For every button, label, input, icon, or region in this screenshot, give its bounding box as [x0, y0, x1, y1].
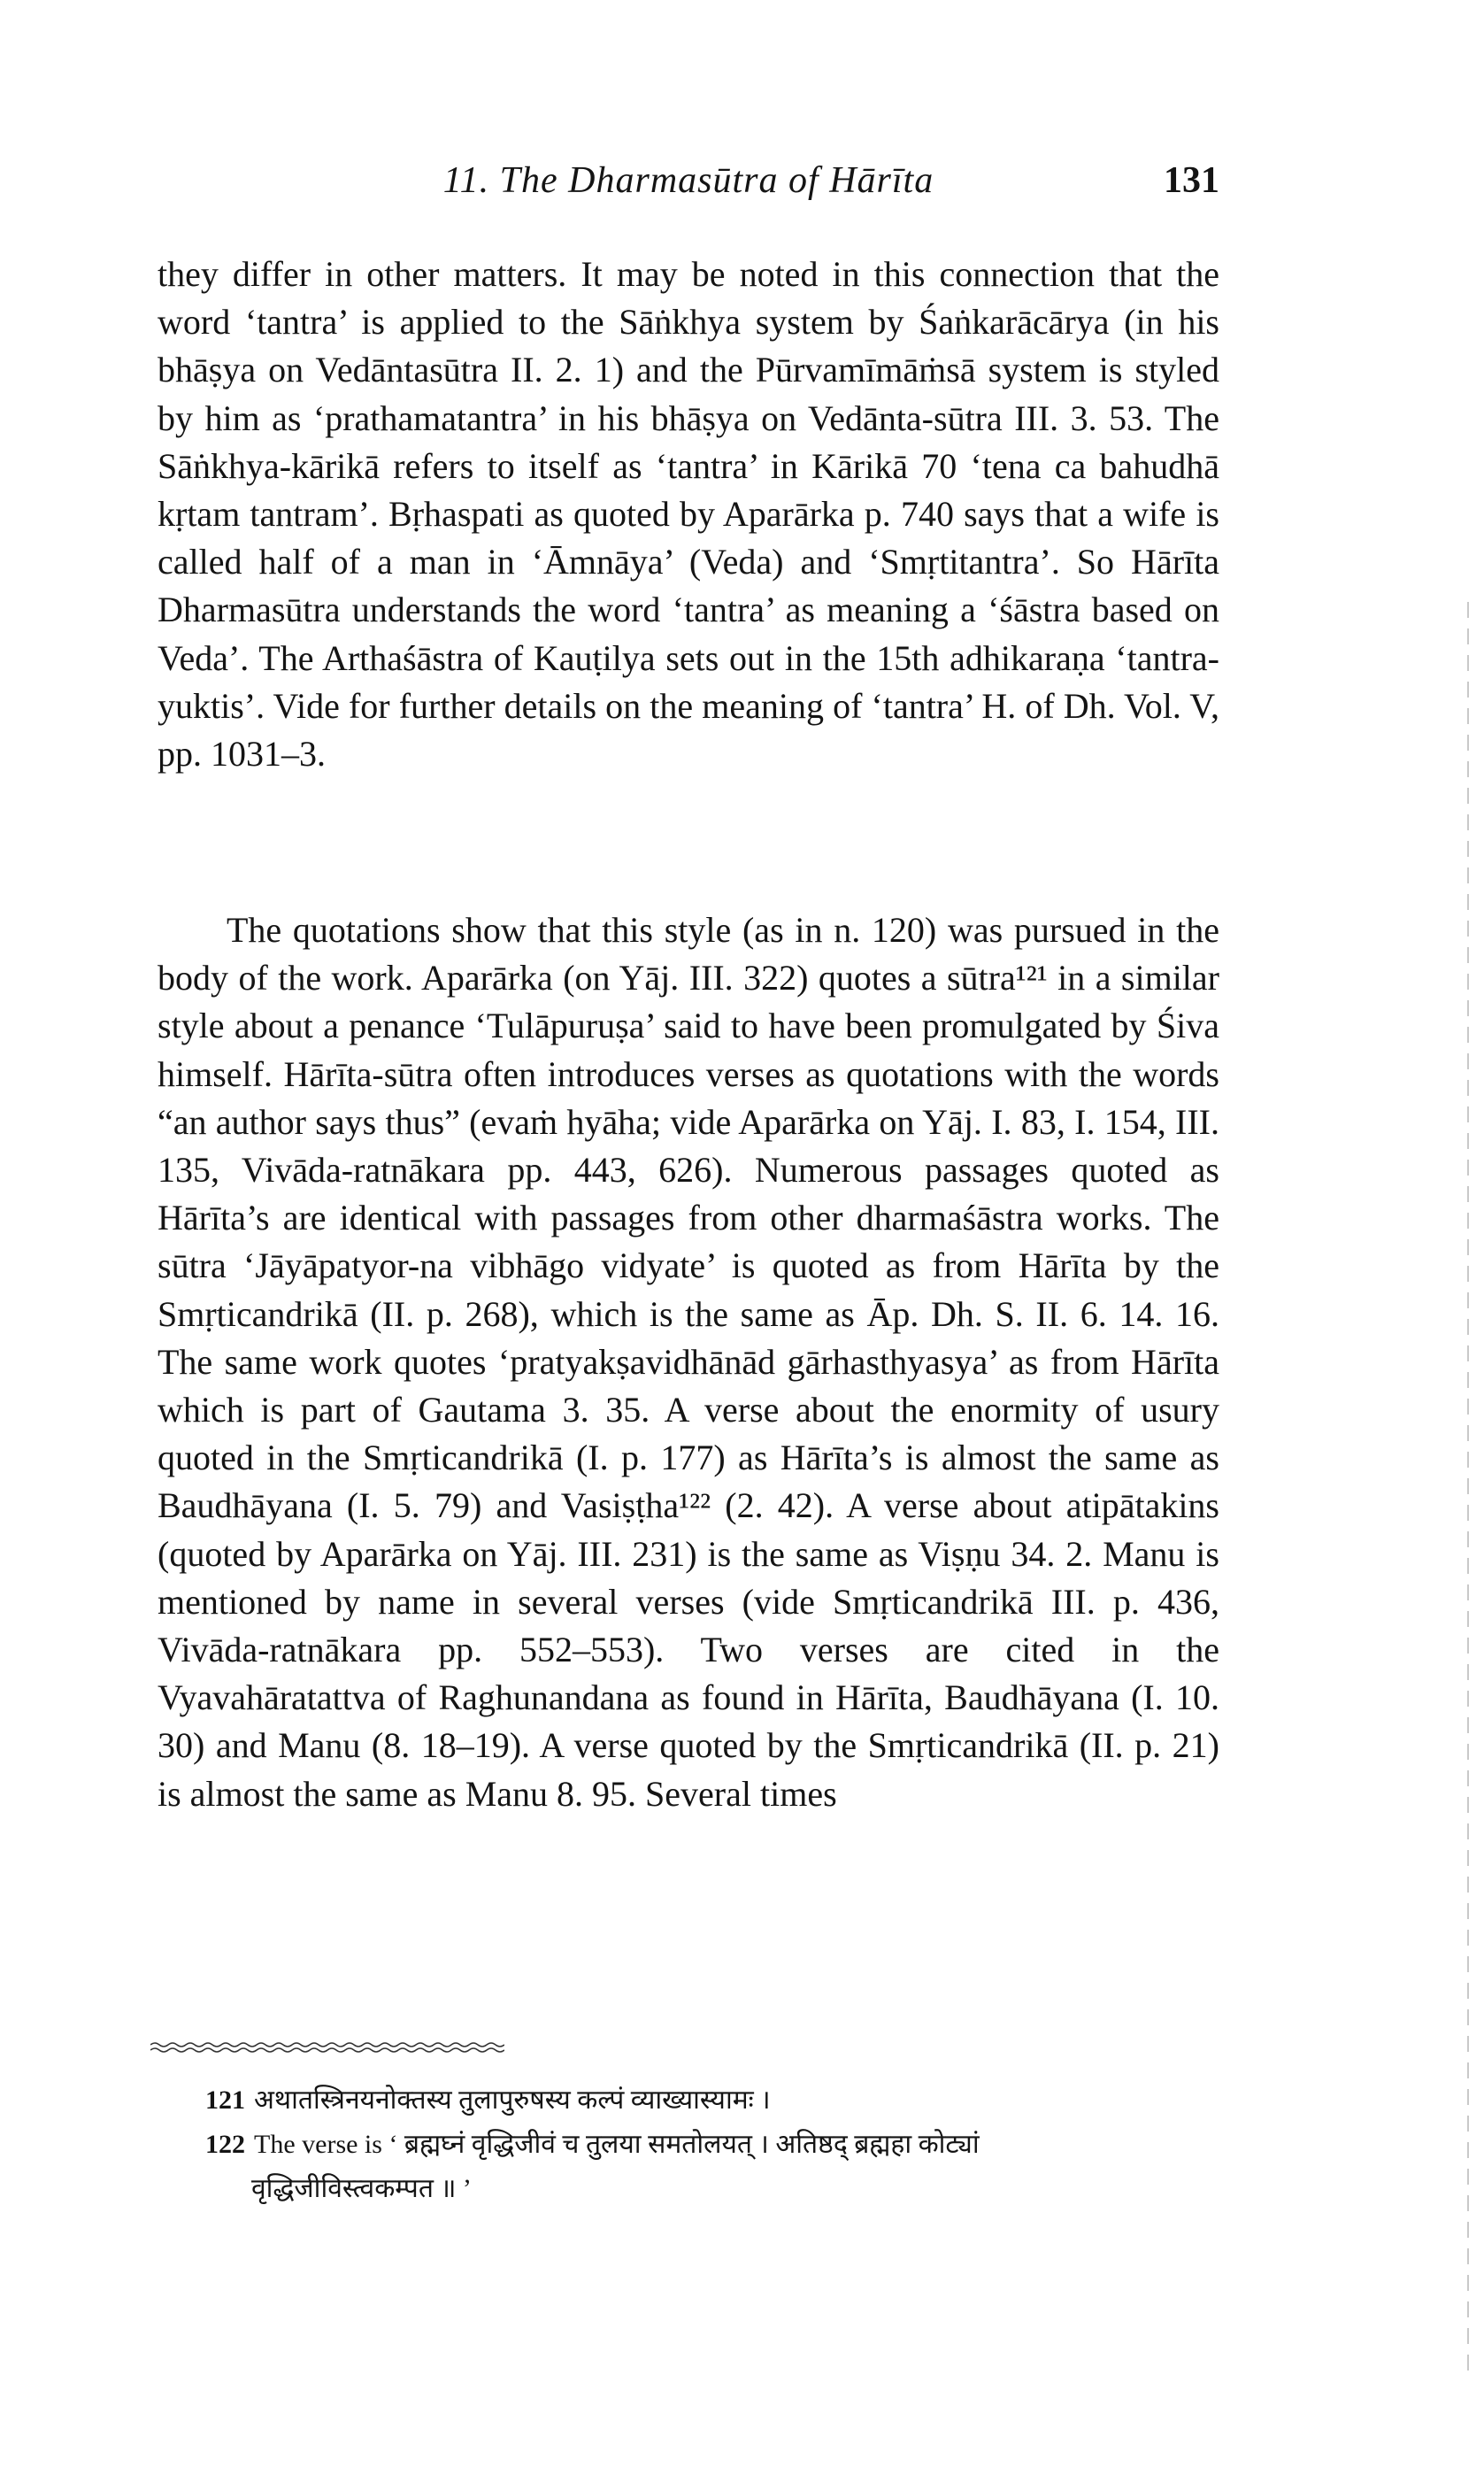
scan-edge-mark: [1467, 602, 1469, 2372]
running-title: 11. The Dharmasūtra of Hārīta: [442, 160, 934, 201]
paragraph-2: The quotations show that this style (as in n. 120) was pursued in the body of the work. Aparārka (on Yāj. III. 322) quotes a sūtra¹²¹ in a similar style about a penance ‘Tulāpuruṣa’ said to have been promulgated by Śiva himself. Hārīta-sūtra often introduces verses as quotations with the words “an author says thus” (evaṁ hyāha; vide Aparārka on Yāj. I. 83, I. 154, III. 135, Vivāda-ratnākara pp. 443, 626). Numerous passages quoted as Hārīta’s are identical with passages from other dharmaśāstra works. The sūtra ‘Jāyāpatyor-na vibhāgo vidyate’ is quoted as from Hārīta by the Smṛticandrikā (II. p. 268), which is the same as Āp. Dh. S. II. 6. 14. 16. The same work quotes ‘pratyakṣavidhānād gārhasthyasya’ as from Hārīta which is part of Gautama 3. 35. A verse about the enormity of usury quoted in the Smṛticandrikā (I. p. 177) as Hārīta’s is almost the same as Baudhāyana (I. 5. 79) and Vasiṣṭha¹²² (2. 42). A verse about atipātakins (quoted by Aparārka on Yāj. III. 231) is the same as Viṣṇu 34. 2. Manu is mentioned by name in several verses (vide Smṛticandrikā III. p. 436, Vivāda-ratnākara pp. 552–553). Two verses are cited in the Vyavahāratattva of Raghunandana as found in Hārīta, Baudhāyana (I. 10. 30) and Manu (8. 18–19). A verse quoted by the Smṛticandrikā (II. p. 21) is almost the same as Manu 8. 95. Several times: [158, 910, 1219, 1814]
footnote-separator-rule: [150, 2041, 504, 2054]
footnotes: [205, 2078, 1223, 2211]
footnote-121: [205, 2078, 1223, 2123]
footnote-122-continuation: वृद्धिजीविस्त्वकम्पत ॥ ’: [251, 2174, 472, 2203]
footnote-number: 122: [205, 2130, 245, 2159]
paragraph-1: they differ in other matters. It may be noted in this connection that the word ‘tantra’ is applied to the Sāṅkhya system by Śaṅkarācārya (in his bhāṣya on Vedāntasūtra II. 2. 1) and the Pūrvamīmāṁsā system is styled by him as ‘prathamatantra’ in his bhāṣya on Vedānta-sūtra III. 3. 53. The Sāṅkhya-kārikā refers to itself as ‘tantra’ in Kārikā 70 ‘tena ca bahudhā kṛtam tantram’. Bṛhaspati as quoted by Aparārka p. 740 says that a wife is called half of a man in ‘Āmnāya’ (Veda) and ‘Smṛtitantra’. So Hārīta Dharmasūtra understands the word ‘tantra’ as meaning a ‘śāstra based on Veda’. The Arthaśāstra of Kauṭilya sets out in the 15th adhikaraṇa ‘tantra-yuktis’. Vide for further details on the meaning of ‘tantra’ H. of Dh. Vol. V, pp. 1031–3.: [158, 254, 1219, 775]
footnote-text: अथातस्त्रिनयनोक्तस्य तुलापुरुषस्य कल्पं व्याख्यास्यामः ।: [254, 2085, 771, 2115]
footnote-text: The verse is ‘ ब्रह्मघ्नं वृद्धिजीवं च तुलया समतोलयत् । अतिष्ठद् ब्रह्महा कोट्यां: [254, 2130, 980, 2159]
page-number: 131: [1164, 160, 1219, 201]
footnote-122: [205, 2123, 1223, 2167]
running-header: [158, 159, 1219, 212]
footnote-number: 121: [205, 2085, 245, 2115]
